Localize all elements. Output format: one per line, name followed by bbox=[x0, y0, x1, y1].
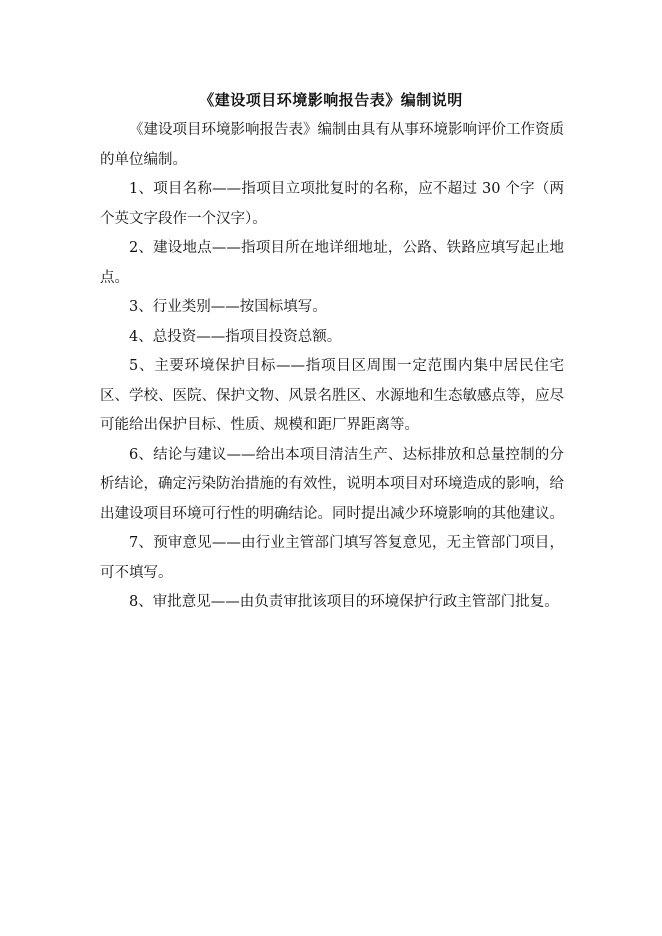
paragraph-approval: 8、审批意见——由负责审批该项目的环境保护行政主管部门批复。 bbox=[129, 594, 559, 610]
document-body bbox=[100, 116, 564, 618]
paragraph-project-name: 1、项目名称——指项目立项批复时的名称，应不超过 30 个字（两个英文字段作一个汉字）。 bbox=[100, 181, 564, 227]
paragraph-industry-category: 3、行业类别——按国标填写。 bbox=[129, 299, 327, 315]
paragraph-conclusions: 6、结论与建议——给出本项目清洁生产、达标排放和总量控制的分析结论，确定污染防治措施的有效性，说明本项目对环境造成的影响，给出建设项目环境可行性的明确结论。同时提出减少环境影响的其他建议。 bbox=[100, 446, 564, 522]
paragraph-construction-site: 2、建设地点——指项目所在地详细地址，公路、铁路应填写起止地点。 bbox=[100, 240, 564, 286]
paragraph-preliminary-review: 7、预审意见——由行业主管部门填写答复意见，无主管部门项目，可不填写。 bbox=[100, 535, 564, 581]
paragraph-total-investment: 4、总投资——指项目投资总额。 bbox=[129, 328, 342, 345]
paragraph-intro: 《建设项目环境影响报告表》编制由具有从事环境影响评价工作资质的单位编制。 bbox=[100, 122, 564, 168]
document-title: 《建设项目环境影响报告表》编制说明 bbox=[199, 91, 463, 109]
paragraph-protection-targets: 5、主要环境保护目标——指项目区周围一定范围内集中居民住宅区、学校、医院、保护文物、风景名胜区、水源地和生态敏感点等，应尽可能给出保护目标、性质、规模和距厂界距离等。 bbox=[100, 358, 564, 433]
